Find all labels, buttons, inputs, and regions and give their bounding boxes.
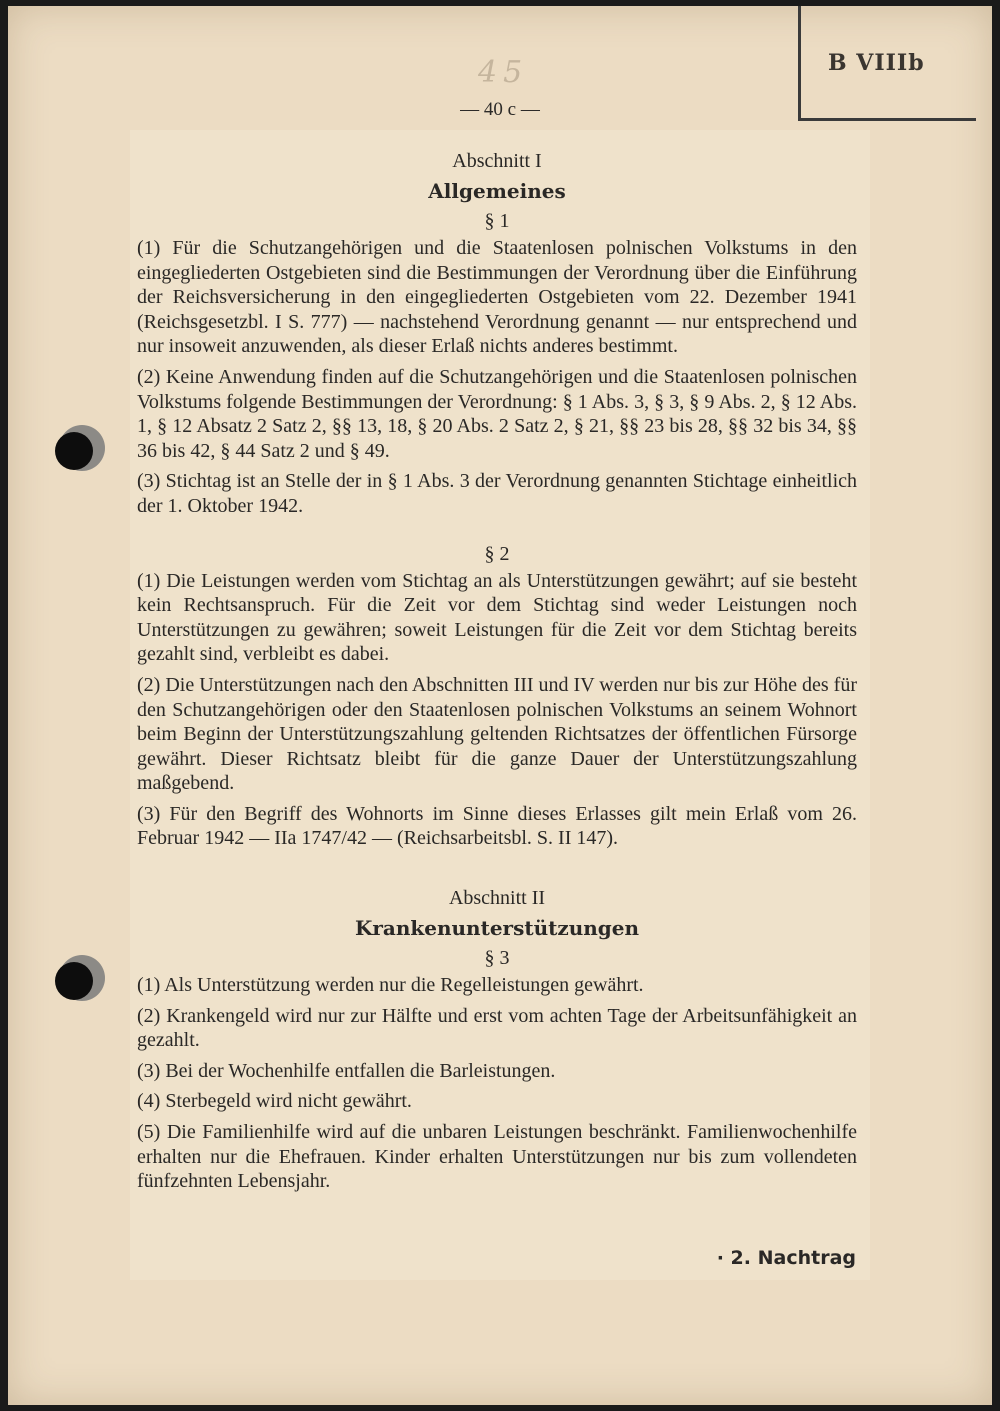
- pencil-note: 45: [478, 55, 529, 90]
- paragraph-mark: § 2: [484, 542, 510, 565]
- paragraph-text: (5) Die Familienhilfe wird auf die unbaren Leistungen beschränkt. Familienwochenhilfe erhalten nur die Ehefrauen. Kinder erhalten Unterstützungen nur bis zum vollendeten fünfzehnten Lebensjahr.: [137, 1121, 857, 1193]
- paragraph-text: (2) Die Unterstützungen nach den Abschnitten III und IV werden nur bis zur Höhe des für den Schutzangehörigen oder den Staatenlosen polnischen Volkstums an seinem Wohnort beim Beginn der Unterstützungszahlung geltenden Richtsatzes der öffentlichen Fürsorge gewährt. Dieser Richtsatz bleibt für die ganze Dauer der Unterstützungszahlung maßgebend.: [137, 673, 857, 795]
- punch-hole-icon: [55, 962, 93, 1000]
- stamp-label: B VIIIb: [828, 50, 925, 76]
- paragraph-mark: § 1: [484, 210, 510, 232]
- paragraph-text: (3) Bei der Wochenhilfe entfallen die Barleistungen.: [137, 1059, 556, 1082]
- paragraph-mark: § 3: [484, 947, 510, 970]
- punch-hole-icon: [55, 432, 93, 470]
- section-subtitle: Allgemeines: [428, 179, 566, 203]
- document-body: [137, 146, 857, 1200]
- paragraph-text: (3) Stichtag ist an Stelle der in § 1 Abs. 3 der Verordnung genannten Stichtage einheitlich der 1. Oktober 1942.: [137, 470, 857, 517]
- paragraph-text: (2) Krankengeld wird nur zur Hälfte und erst vom achten Tage der Arbeitsunfähigkeit an gezahlt.: [137, 1004, 857, 1052]
- abschnitt-1: [137, 146, 857, 851]
- paragraph-text: (1) Die Leistungen werden vom Stichtag an als Unterstützungen gewährt; auf sie besteht kein Rechtsanspruch. Für die Zeit vor dem Stichtag sind weder Leistungen noch Unterstützungen zu gewähren; soweit Leistungen für die Zeit vor dem Stichtag bereits gezahlt sind, verbleibt es dabei.: [137, 569, 857, 666]
- paragraph-text: (1) Für die Schutzangehörigen und die Staatenlosen polnischen Volkstums in den eingegliederten Ostgebieten sind die Bestimmungen der Verordnung über die Einführung der Reichsversicherung in den eingegliederten Ostgebieten vom 22. Dezember 1941 (Reichsgesetzbl. I S. 777) — nachstehend Verordnung genannt — nur entsprechend und nur insoweit anzuwenden, als dieser Erlaß nichts anderes bestimmt.: [137, 237, 857, 358]
- page-number: — 40 c —: [460, 99, 540, 120]
- paragraph-text: (2) Keine Anwendung finden auf die Schutzangehörigen und die Staatenlosen polnischen Volkstums folgende Bestimmungen der Verordnung: § 1 Abs. 3, § 3, § 9 Abs. 2, § 12 Abs. 1, § 12 Absatz 2 Satz 2, §§ 13, 18, § 20 Abs. 2 Satz 2, § 21, §§ 23 bis 28, §§ 32 bis 34, §§ 36 bis 42, § 44 Satz 2 und § 49.: [137, 365, 857, 462]
- section-title: Abschnitt I: [452, 150, 542, 172]
- section-title: Abschnitt II: [448, 887, 546, 910]
- abschnitt-2: [137, 883, 857, 1194]
- paragraph-text: (4) Sterbegeld wird nicht gewährt.: [137, 1090, 412, 1113]
- paragraph-text: (3) Für den Begriff des Wohnorts im Sinne dieses Erlasses gilt mein Erlaß vom 26. Februar 1942 — IIa 1747/42 — (Reichsarbeitsbl. S. II 147).: [137, 802, 857, 850]
- section-subtitle: Krankenunterstützungen: [354, 916, 640, 941]
- spacer: [137, 857, 857, 883]
- spacer: [137, 525, 857, 539]
- paragraph-text: (1) Als Unterstützung werden nur die Regelleistungen gewährt.: [137, 974, 644, 997]
- supplement-note: · 2. Nachtrag: [716, 1247, 856, 1269]
